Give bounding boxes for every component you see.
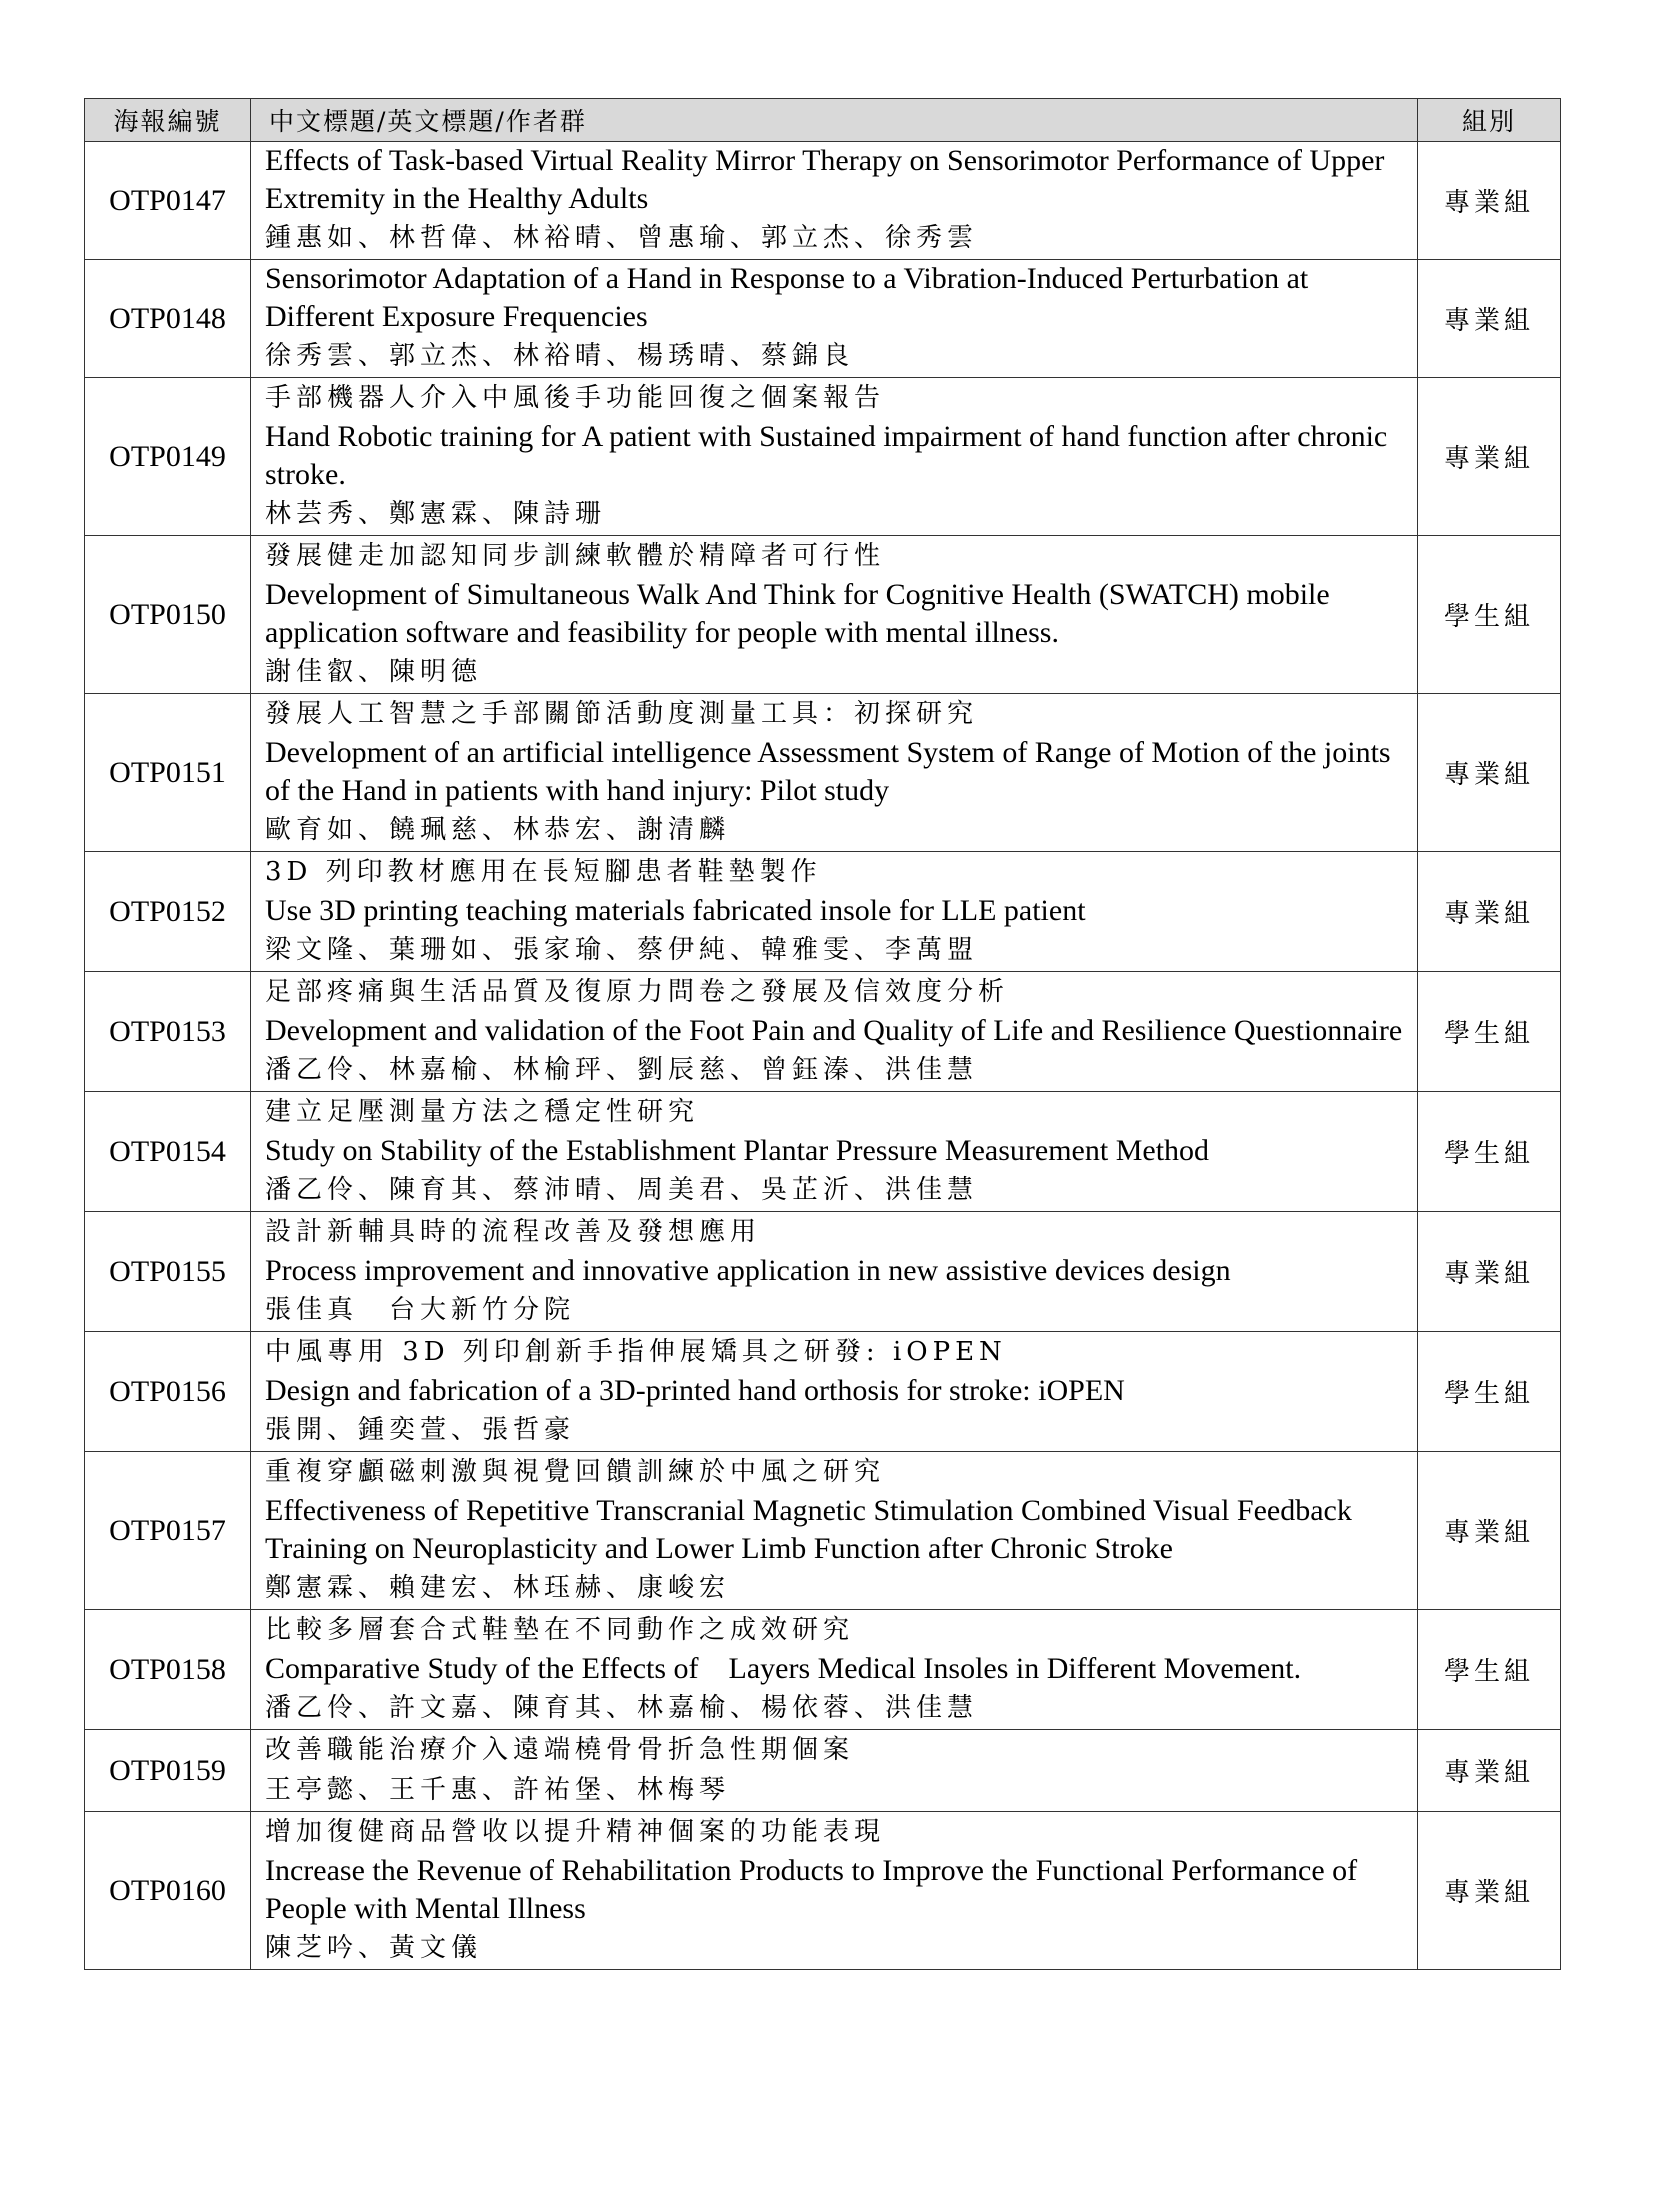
group-label: 專業組: [1418, 694, 1561, 852]
authors: 王亭懿、王千惠、許祐堡、林梅琴: [265, 1775, 731, 1805]
header-title: 中文標題/英文標題/作者群: [251, 99, 1418, 142]
poster-content: [251, 536, 1418, 694]
table-row: [85, 1610, 1561, 1730]
poster-code: OTP0159: [85, 1730, 251, 1812]
chinese-title: 改善職能治療介入遠端橈骨骨折急性期個案: [265, 1735, 855, 1765]
english-title: Effects of Task-based Virtual Reality Mirror Therapy on Sensorimotor Performance of Upper Extremity in the Healthy Adults: [265, 144, 1385, 215]
group-label: 學生組: [1418, 1332, 1561, 1452]
authors: 謝佳叡、陳明德: [265, 657, 483, 687]
poster-content: [251, 852, 1418, 972]
chinese-title: 增加復健商品營收以提升精神個案的功能表現: [265, 1817, 886, 1847]
poster-code: OTP0149: [85, 378, 251, 536]
english-title: Use 3D printing teaching materials fabricated insole for LLE patient: [265, 894, 1086, 927]
table-row: [85, 1092, 1561, 1212]
poster-code: OTP0157: [85, 1452, 251, 1610]
poster-content: [251, 1812, 1418, 1970]
header-code: 海報編號: [85, 99, 251, 142]
poster-content: [251, 1730, 1418, 1812]
table-row: [85, 1332, 1561, 1452]
group-label: 專業組: [1418, 1730, 1561, 1812]
poster-content: [251, 972, 1418, 1092]
table-row: [85, 142, 1561, 260]
group-label: 學生組: [1418, 972, 1561, 1092]
authors: 張開、鍾奕萱、張哲豪: [265, 1415, 576, 1445]
english-title: Design and fabrication of a 3D-printed hand orthosis for stroke: iOPEN: [265, 1374, 1125, 1407]
group-label: 專業組: [1418, 1812, 1561, 1970]
group-label: 專業組: [1418, 260, 1561, 378]
english-title: Development and validation of the Foot Pain and Quality of Life and Resilience Questionnaire: [265, 1014, 1403, 1047]
authors: 梁文隆、葉珊如、張家瑜、蔡伊純、韓雅雯、李萬盟: [265, 935, 979, 965]
poster-code: OTP0156: [85, 1332, 251, 1452]
authors: 潘乙伶、許文嘉、陳育其、林嘉榆、楊依蓉、洪佳慧: [265, 1693, 979, 1723]
english-title: Effectiveness of Repetitive Transcranial Magnetic Stimulation Combined Visual Feedback Training on Neuroplasticity and Lower Limb Function after Chronic Stroke: [265, 1494, 1352, 1565]
table-row: [85, 852, 1561, 972]
authors: 潘乙伶、林嘉榆、林榆玶、劉辰慈、曾鈺溱、洪佳慧: [265, 1055, 979, 1085]
poster-code: OTP0154: [85, 1092, 251, 1212]
authors: 歐育如、饒珮慈、林恭宏、謝清麟: [265, 815, 731, 845]
poster-table: [84, 98, 1561, 1970]
poster-code: OTP0160: [85, 1812, 251, 1970]
chinese-title: 發展人工智慧之手部關節活動度測量工具：初探研究: [265, 699, 979, 729]
group-label: 專業組: [1418, 142, 1561, 260]
table-row: [85, 1730, 1561, 1812]
table-row: [85, 1212, 1561, 1332]
english-title: Sensorimotor Adaptation of a Hand in Response to a Vibration-Induced Perturbation at Different Exposure Frequencies: [265, 262, 1309, 333]
table-row: [85, 1812, 1561, 1970]
english-title: Study on Stability of the Establishment Plantar Pressure Measurement Method: [265, 1134, 1210, 1167]
poster-code: OTP0155: [85, 1212, 251, 1332]
authors: 徐秀雲、郭立杰、林裕晴、楊琇晴、蔡錦良: [265, 341, 855, 371]
table-row: [85, 536, 1561, 694]
chinese-title: 3D 列印教材應用在長短腳患者鞋墊製作: [265, 857, 822, 887]
authors: 鄭憲霖、賴建宏、林珏赫、康峻宏: [265, 1573, 731, 1603]
poster-content: [251, 1212, 1418, 1332]
english-title: Comparative Study of the Effects of Layers Medical Insoles in Different Movement.: [265, 1652, 1302, 1685]
group-label: 專業組: [1418, 1452, 1561, 1610]
group-label: 學生組: [1418, 536, 1561, 694]
poster-code: OTP0147: [85, 142, 251, 260]
authors: 林芸秀、鄭憲霖、陳詩珊: [265, 499, 607, 529]
chinese-title: 中風專用 3D 列印創新手指伸展矯具之研發: iOPEN: [265, 1337, 1007, 1367]
authors: 張佳真 台大新竹分院: [265, 1295, 576, 1325]
poster-code: OTP0153: [85, 972, 251, 1092]
chinese-title: 發展健走加認知同步訓練軟體於精障者可行性: [265, 541, 886, 571]
poster-content: [251, 1610, 1418, 1730]
table-header: [85, 99, 1561, 142]
poster-content: [251, 142, 1418, 260]
group-label: 專業組: [1418, 852, 1561, 972]
chinese-title: 手部機器人介入中風後手功能回復之個案報告: [265, 383, 886, 413]
poster-code: OTP0151: [85, 694, 251, 852]
header-group: 組別: [1418, 99, 1561, 142]
poster-code: OTP0150: [85, 536, 251, 694]
authors: 潘乙伶、陳育其、蔡沛晴、周美君、吳芷沂、洪佳慧: [265, 1175, 979, 1205]
table-row: [85, 1452, 1561, 1610]
poster-content: [251, 378, 1418, 536]
table-row: [85, 260, 1561, 378]
header-row: [85, 99, 1561, 142]
poster-content: [251, 1092, 1418, 1212]
poster-code: OTP0152: [85, 852, 251, 972]
authors: 陳芝吟、黃文儀: [265, 1933, 483, 1963]
group-label: 專業組: [1418, 1212, 1561, 1332]
chinese-title: 建立足壓測量方法之穩定性研究: [265, 1097, 700, 1127]
poster-content: [251, 694, 1418, 852]
poster-content: [251, 260, 1418, 378]
poster-code: OTP0158: [85, 1610, 251, 1730]
poster-content: [251, 1332, 1418, 1452]
poster-content: [251, 1452, 1418, 1610]
chinese-title: 重複穿顱磁刺激與視覺回饋訓練於中風之研究: [265, 1457, 886, 1487]
poster-code: OTP0148: [85, 260, 251, 378]
table-row: [85, 378, 1561, 536]
chinese-title: 設計新輔具時的流程改善及發想應用: [265, 1217, 762, 1247]
english-title: Hand Robotic training for A patient with Sustained impairment of hand function after chronic stroke.: [265, 420, 1388, 491]
table-body: [85, 142, 1561, 1970]
english-title: Increase the Revenue of Rehabilitation Products to Improve the Functional Performance of People with Mental Illness: [265, 1854, 1358, 1925]
group-label: 學生組: [1418, 1610, 1561, 1730]
group-label: 專業組: [1418, 378, 1561, 536]
chinese-title: 足部疼痛與生活品質及復原力問卷之發展及信效度分析: [265, 977, 1010, 1007]
authors: 鍾惠如、林哲偉、林裕晴、曾惠瑜、郭立杰、徐秀雲: [265, 223, 979, 253]
english-title: Development of an artificial intelligence Assessment System of Range of Motion of the joints of the Hand in patients with hand injury: Pilot study: [265, 736, 1391, 807]
table-row: [85, 694, 1561, 852]
group-label: 學生組: [1418, 1092, 1561, 1212]
english-title: Process improvement and innovative application in new assistive devices design: [265, 1254, 1231, 1287]
chinese-title: 比較多層套合式鞋墊在不同動作之成效研究: [265, 1615, 855, 1645]
table-row: [85, 972, 1561, 1092]
english-title: Development of Simultaneous Walk And Think for Cognitive Health (SWATCH) mobile application software and feasibility for people with mental illness.: [265, 578, 1330, 649]
